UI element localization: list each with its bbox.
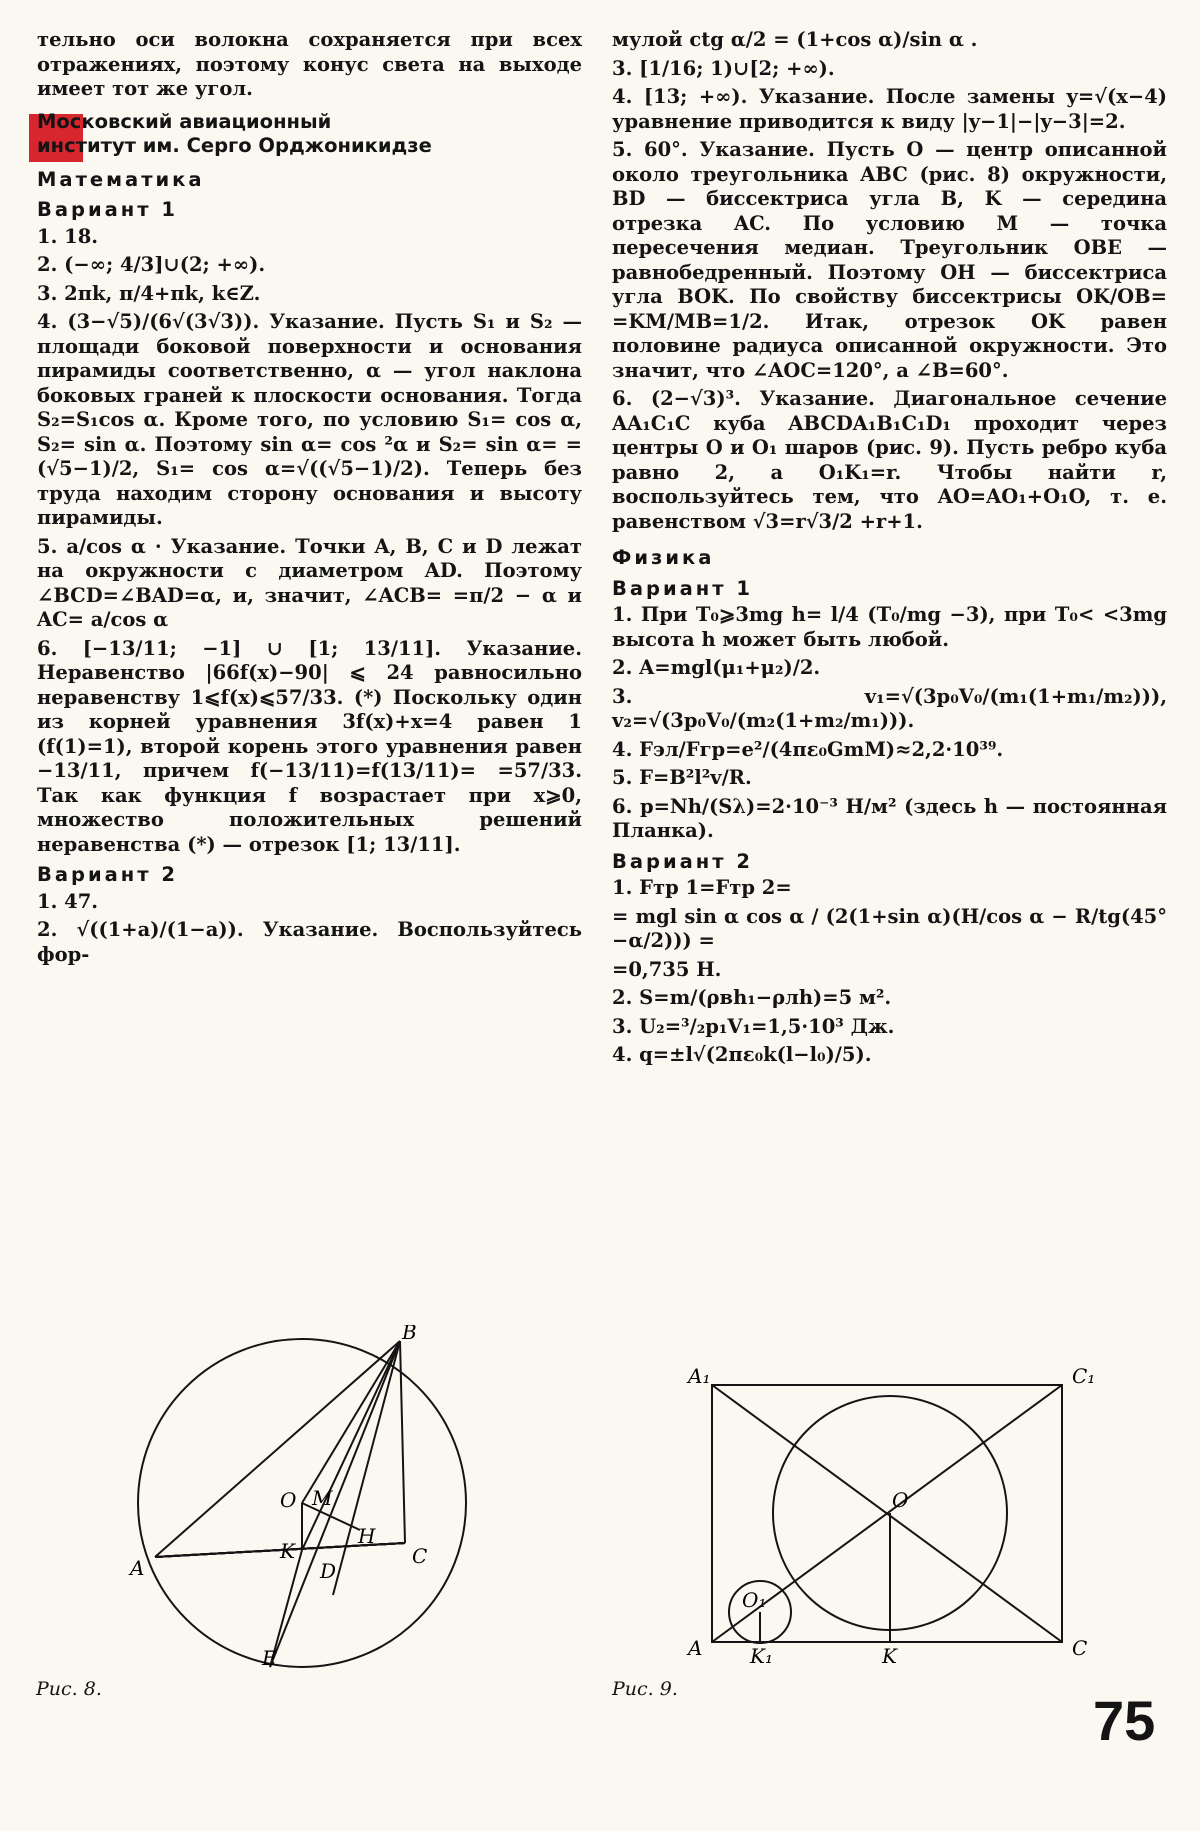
physics-b-answer-1c: =0,735 Н. [612, 957, 722, 981]
fig8-label-D: D [320, 1559, 337, 1583]
institute-line-2: институт им. Серго Орджоникидзе [37, 133, 432, 157]
physics-answer-1: 1. При T₀⩾3mg h= l/4 (T₀/mg −3), при T₀< <3mg высота h может быть любой. [612, 603, 1167, 651]
figure-8-caption: Рис. 8. [36, 1678, 102, 1700]
physics-b-answer-4: 4. q=±l√(2πε₀k(l−l₀)/5). [612, 1043, 872, 1066]
physics-b-answer-1b: = mgl sin α cos α / (2(1+sin α)(H/cos α − R/tg(45°−α/2))) = [612, 904, 1167, 952]
physics-answer-5: 5. F=B²l²v/R. [612, 766, 752, 789]
fig9-label-C: C [1072, 1636, 1088, 1660]
answer-5: 5. a/cos α · Указание. Точки A, B, C и D лежат на окружности с диаметром AD. Поэтому ∠BCD=∠BAD=α, и, значит, ∠ACB= =π/2 − α и AC= a/cos α [37, 534, 582, 631]
fig8-label-E: E [262, 1646, 277, 1670]
answer-1: 1. 18. [37, 224, 99, 248]
fig8-label-A: A [130, 1556, 145, 1580]
institute-heading [37, 110, 582, 158]
figure-9-caption: Рис. 9. [612, 1678, 678, 1700]
fig9-label-O1: O₁ [742, 1588, 767, 1612]
institute-line-1: Московский авиационный [37, 109, 332, 133]
fig8-label-B: B [402, 1325, 417, 1344]
physics-answer-6: 6. p=Nh/(Sλ)=2·10⁻³ Н/м² (здесь h — постоянная Планка). [612, 794, 1167, 842]
right-answer-4: 4. [13; +∞). Указание. После замены y=√(x−4) уравнение приводится к виду |y−1|−|y−3|=2. [612, 85, 1167, 133]
fig9-label-K1: K₁ [750, 1644, 773, 1665]
physics-answer-3: 3. v₁=√(3p₀V₀/(m₁(1+m₁/m₂))), v₂=√(3p₀V₀/(m₂(1+m₂/m₁))). [612, 684, 1167, 732]
left-column [37, 28, 582, 971]
page-number: 75 [1093, 1689, 1156, 1752]
fig9-label-K: K [882, 1644, 897, 1665]
physics-variant-1: Вариант 1 [612, 576, 753, 600]
answer-b2: 2. √((1+a)/(1−a)). Указание. Воспользуйтесь фор- [37, 918, 582, 966]
answer-b1: 1. 47. [37, 889, 99, 913]
fig9-label-C1: C₁ [1072, 1365, 1096, 1388]
variant-2-heading: Вариант 2 [37, 863, 178, 886]
right-column [612, 28, 1167, 1072]
right-answer-5: 5. 60°. Указание. Пусть O — центр описанной около треугольника ABC (рис. 8) окружности, BD — биссектриса угла B, K — середина отрезка AC. По условию M — точка пересечения медиан. Треугольник OBE — равнобедренный. Поэтому OH — биссектриса угла BOK. По свойству биссектрисы OK/OB= =KM/MB=1/2. Итак, отрезок OK равен половине радиуса описанной окружности. Это значит, что ∠AOC=120°, а ∠B=60°. [612, 138, 1167, 382]
answer-2: 2. (−∞; 4/3]∪(2; +∞). [37, 253, 266, 276]
left-paragraph-top: тельно оси волокна сохраняется при всех отражениях, поэтому конус света на выходе имеет тот же угол. [37, 28, 582, 100]
answer-4: 4. (3−√5)/(6√(3√3)). Указание. Пусть S₁ и S₂ — площади боковой поверхности и основания пирамиды соответственно, α — угол наклона боковых граней к плоскости основания. Тогда S₂=S₁cos α. Кроме того, по условию S₁= cos α, S₂= sin α. Поэтому sin α= cos ²α и S₂= sin α= =(√5−1)/2, S₁= cos α=√((√5−1)/2). Теперь без труда находим сторону основания и высоту пирамиды. [37, 310, 582, 529]
subject-math: Математика [37, 167, 205, 191]
fig9-label-O: O [892, 1488, 909, 1512]
physics-b-answer-3: 3. U₂=³/₂p₁V₁=1,5·10³ Дж. [612, 1014, 895, 1038]
fig9-label-A1: A₁ [688, 1365, 711, 1388]
fig8-label-H: H [358, 1524, 376, 1548]
physics-b-answer-2: 2. S=m/(ρвh₁−ρлh)=5 м². [612, 986, 892, 1009]
fig8-label-C: C [412, 1544, 428, 1568]
physics-answer-4: 4. Fэл/Fгр=e²/(4πε₀GmM)≈2,2·10³⁹. [612, 737, 1004, 761]
physics-answer-2: 2. A=mgl(μ₁+μ₂)/2. [612, 656, 821, 679]
variant-1-heading: Вариант 1 [37, 198, 178, 221]
right-answer-3: 3. [1/16; 1)∪[2; +∞). [612, 56, 835, 80]
figure-9-diagram [680, 1365, 1100, 1665]
right-formula-cont: мулой ctg α/2 = (1+cos α)/sin α . [612, 28, 978, 51]
physics-b-answer-1a: 1. Fтр 1=Fтр 2= [612, 876, 792, 899]
answer-3: 3. 2πk, π/4+πk, k∈Z. [37, 281, 261, 305]
fig8-label-K: K [280, 1539, 295, 1563]
figure-8-diagram [120, 1325, 500, 1670]
fig9-label-A: A [688, 1636, 703, 1660]
fig8-label-M: M [312, 1486, 333, 1510]
fig8-label-O: O [280, 1488, 297, 1512]
right-answer-6: 6. (2−√3)³. Указание. Диагональное сечение AA₁C₁C куба ABCDA₁B₁C₁D₁ проходит через центры O и O₁ шаров (рис. 9). Пусть ребро куба равно 2, а O₁K₁=r. Чтобы найти r, воспользуйтесь тем, что AO=AO₁+O₁O, т. е. равенством √3=r√3/2 +r+1. [612, 387, 1167, 533]
answer-6: 6. [−13/11; −1] ∪ [1; 13/11]. Указание. Неравенство |66f(x)−90| ⩽ 24 равносильно неравенству 1⩽f(x)⩽57/33. (*) Поскольку один из корней уравнения 3f(x)+x=4 равен 1 (f(1)=1), второй корень этого уравнения равен −13/11, причем f(−13/11)=f(13/11)= =57/33. Так как функция f возрастает при x⩾0, множество положительных решений неравенства (*) — отрезок [1; 13/11]. [37, 636, 582, 856]
subject-physics: Физика [612, 546, 715, 569]
physics-variant-2: Вариант 2 [612, 849, 753, 873]
